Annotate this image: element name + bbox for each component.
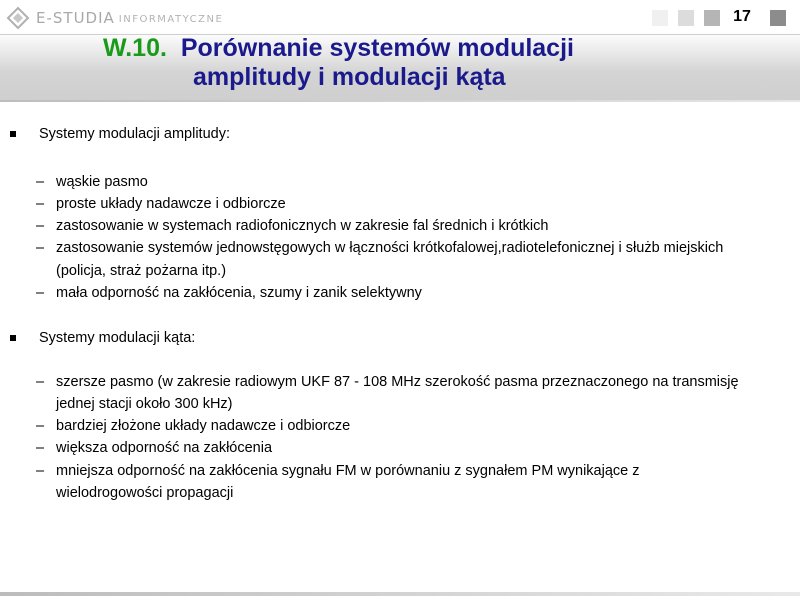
dash-bullet: – [36, 440, 45, 456]
footer-divider [0, 592, 800, 596]
list-item-text: szersze pasmo (w zakresie radiowym UKF 87 - 108 MHz szerokość pasma przeznaczonego na transmisję [56, 374, 739, 390]
dash-bullet: – [36, 285, 45, 301]
list-item-text: większa odporność na zakłócenia [56, 440, 273, 456]
dash-bullet: – [36, 240, 45, 256]
dash-bullet: – [36, 174, 45, 190]
header-divider-bottom [0, 100, 800, 102]
list-item-text: bardziej złożone układy nadawcze i odbiorcze [56, 418, 351, 434]
list-item-text: proste układy nadawcze i odbiorcze [56, 196, 286, 212]
dash-bullet: – [36, 463, 45, 479]
page-number: 17 [733, 8, 751, 25]
section-heading: Systemy modulacji kąta: [39, 330, 196, 346]
logo-sub-text: INFORMATYCZNE [118, 13, 224, 25]
title-number: W.10. [103, 34, 167, 62]
dash-bullet: – [36, 418, 45, 434]
decor-square-1 [652, 10, 668, 26]
logo-main-text: E-STUDIA [36, 9, 115, 27]
list-item-text: zastosowanie w systemach radiofonicznych w zakresie fal średnich i krótkich [56, 218, 549, 234]
section-heading: Systemy modulacji amplitudy: [39, 126, 230, 142]
list-item-text: jednej stacji około 300 kHz) [56, 396, 233, 412]
decor-square-2 [678, 10, 694, 26]
list-item-text: (policja, straż pożarna itp.) [56, 263, 227, 279]
logo [6, 6, 223, 30]
title-line-1 [103, 34, 574, 62]
decor-square-4 [770, 10, 786, 26]
logo-mark-icon [6, 6, 30, 30]
list-item-text: mniejsza odporność na zakłócenia sygnału FM w porównaniu z sygnałem PM wynikające z [56, 463, 640, 479]
list-item-text: wąskie pasmo [56, 174, 148, 190]
decor-square-3 [704, 10, 720, 26]
list-item-text: mała odporność na zakłócenia, szumy i zanik selektywny [56, 285, 422, 301]
title-text-line-1: Porównanie systemów modulacji [180, 34, 574, 62]
title-text-line-2: amplitudy i modulacji kąta [193, 63, 506, 91]
dash-bullet: – [36, 374, 45, 390]
square-bullet-icon [10, 335, 16, 341]
dash-bullet: – [36, 196, 45, 212]
list-item-text: zastosowanie systemów jednowstęgowych w łączności krótkofalowej,radiotelefonicznej i służb miejskich [56, 240, 724, 256]
list-item-text: wielodrogowości propagacji [56, 485, 234, 501]
dash-bullet: – [36, 218, 45, 234]
square-bullet-icon [10, 131, 16, 137]
